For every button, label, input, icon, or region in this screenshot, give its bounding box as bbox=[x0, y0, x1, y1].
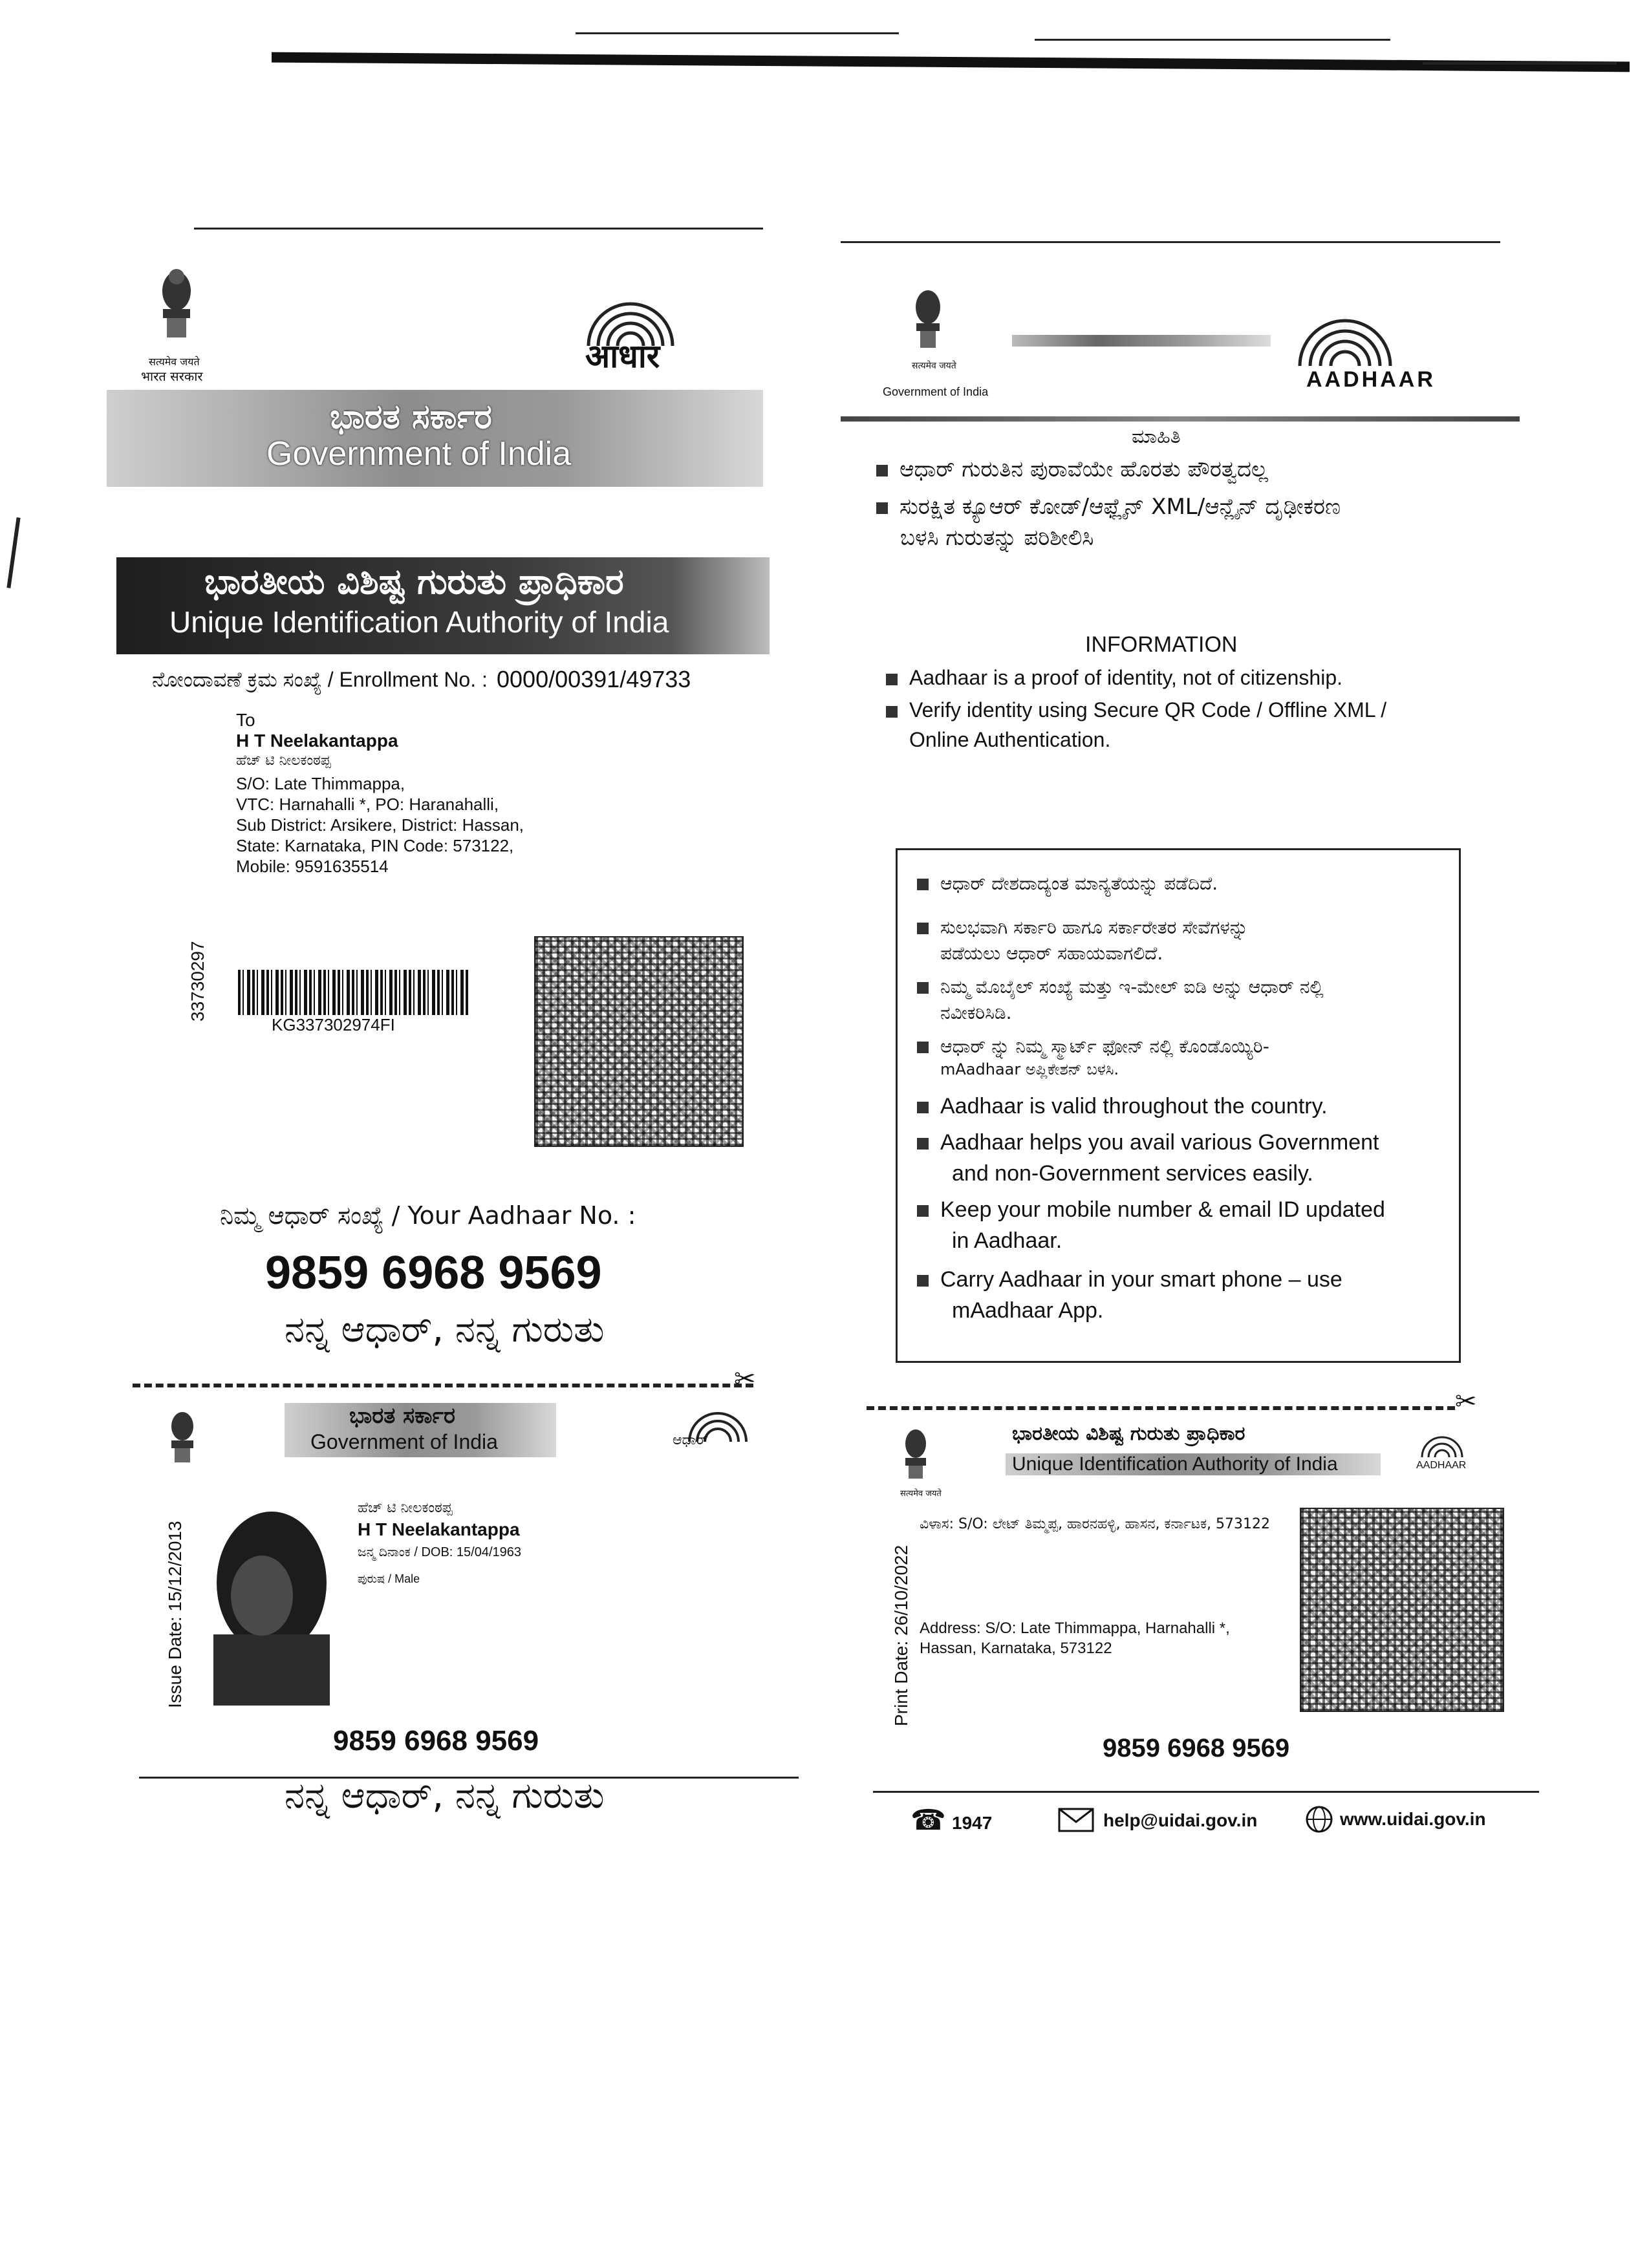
ashoka-emblem-icon bbox=[909, 284, 947, 356]
banner-kannada: ಭಾರತ ಸರ್ಕಾರ bbox=[330, 398, 492, 436]
info-aadhaar-logo: AADHAAR bbox=[1306, 367, 1436, 392]
back-qr-code bbox=[1300, 1508, 1504, 1712]
emblem-caption: भारत सरकार bbox=[141, 369, 203, 384]
your-aadhaar-label: ನಿಮ್ಮ ಆಧಾರ್ ಸಂಖ್ಯೆ / Your Aadhaar No. : bbox=[220, 1201, 636, 1230]
card-gender: ಪುರುಷ / Male bbox=[358, 1572, 420, 1585]
help-email: help@uidai.gov.in bbox=[1103, 1810, 1258, 1830]
aadhaar-number: 9859 6968 9569 bbox=[265, 1247, 602, 1299]
box-line: mAadhaar App. bbox=[952, 1298, 1104, 1323]
info-emblem-motto: सत्यमेव जयते bbox=[912, 361, 956, 371]
card-tagline: ನನ್ನ ಆಧಾರ್, ನನ್ನ ಗುರುತು bbox=[285, 1775, 605, 1817]
bullet-icon bbox=[917, 1205, 929, 1217]
ashoka-emblem-icon bbox=[899, 1426, 932, 1484]
print-date: Print Date: 26/10/2022 bbox=[891, 1545, 911, 1726]
info-english-item-cont: Online Authentication. bbox=[909, 728, 1111, 751]
barcode bbox=[238, 970, 468, 1015]
back-logo-label: AADHAAR bbox=[1416, 1460, 1467, 1471]
box-line: ಪಡೆಯಲು ಆಧಾರ್ ಸಹಾಯವಾಗಲಿದೆ. bbox=[940, 943, 1163, 964]
address-line: Sub District: Arsikere, District: Hassan, bbox=[236, 815, 524, 835]
info-english-item: Aadhaar is a proof of identity, not of citizenship. bbox=[886, 666, 1342, 690]
back-address-line2: Hassan, Karnataka, 573122 bbox=[920, 1640, 1112, 1657]
info-english-heading: INFORMATION bbox=[1085, 632, 1238, 657]
ashoka-emblem-icon bbox=[154, 265, 199, 349]
holder-photo bbox=[194, 1499, 343, 1706]
uidai-english: Unique Identification Authority of India bbox=[169, 605, 669, 639]
box-line: ಸುಲಭವಾಗಿ ಸರ್ಕಾರಿ ಹಾಗೂ ಸರ್ಕಾರೇತರ ಸೇವೆಗಳನ್ನು bbox=[917, 917, 1248, 939]
card-name: H T Neelakantappa bbox=[358, 1519, 520, 1539]
scan-line bbox=[1423, 62, 1617, 65]
bullet-icon bbox=[917, 879, 929, 890]
box-line: ನವೀಕರಿಸಿಡಿ. bbox=[940, 1002, 1012, 1023]
website: www.uidai.gov.in bbox=[1340, 1809, 1486, 1829]
aadhaar-logo-text: आधार bbox=[585, 337, 660, 375]
scissors-icon: ✂ bbox=[1455, 1387, 1477, 1417]
card-aadhaar-number: 9859 6968 9569 bbox=[333, 1725, 539, 1757]
recipient-to: To bbox=[236, 710, 255, 730]
scan-mark bbox=[6, 517, 20, 588]
box-line: mAadhaar ಅಪ್ಲಿಕೇಶನ್ ಬಳಸಿ. bbox=[940, 1060, 1119, 1078]
card-name-kannada: ಹೆಚ್ ಟಿ ನೀಲಕಂಠಪ್ಪ bbox=[358, 1500, 453, 1516]
box-line: ನಿಮ್ಮ ಮೊಬೈಲ್ ಸಂಖ್ಯೆ ಮತ್ತು ಇ-ಮೇಲ್ ಐಡಿ ಅನ್ನು ಆಧಾರ್ ನಲ್ಲಿ bbox=[917, 976, 1324, 998]
back-uidai-english: Unique Identification Authority of India bbox=[1012, 1453, 1338, 1475]
address-line: VTC: Harnahalli *, PO: Haranahalli, bbox=[236, 795, 499, 814]
info-kannada-heading: ಮಾಹಿತಿ bbox=[1132, 425, 1181, 448]
box-line: Aadhaar helps you avail various Government bbox=[917, 1130, 1379, 1155]
helpline-number: 1947 bbox=[952, 1813, 993, 1833]
side-number: 33730297 bbox=[188, 941, 208, 1022]
info-kannada-item-cont: ಬಳಸಿ ಗುರುತನ್ನು ಪರಿಶೀಲಿಸಿ bbox=[900, 525, 1094, 551]
box-line: in Aadhaar. bbox=[952, 1228, 1062, 1253]
back-card-rule bbox=[873, 1791, 1539, 1793]
bullet-icon bbox=[917, 1275, 929, 1287]
qr-code bbox=[534, 936, 744, 1147]
scan-line bbox=[576, 32, 899, 34]
card-gov-english: Government of India bbox=[310, 1430, 498, 1453]
info-gov-label: Government of India bbox=[883, 385, 989, 398]
address-line: S/O: Late Thimmappa, bbox=[236, 774, 405, 793]
back-aadhaar-number: 9859 6968 9569 bbox=[1103, 1734, 1290, 1762]
aadhaar-fingerprint-logo-icon bbox=[1419, 1429, 1465, 1459]
recipient-name: H T Neelakantappa bbox=[236, 731, 398, 751]
address-line: Mobile: 9591635514 bbox=[236, 857, 389, 876]
box-line: Aadhaar is valid throughout the country. bbox=[917, 1094, 1328, 1119]
recipient-address bbox=[236, 773, 524, 877]
enrollment-number: 0000/00391/49733 bbox=[497, 666, 691, 692]
scan-line bbox=[1035, 39, 1390, 41]
tagline: ನನ್ನ ಆಧಾರ್, ನನ್ನ ಗುರುತು bbox=[285, 1309, 605, 1351]
uidai-kannada: ಭಾರತೀಯ ವಿಶಿಷ್ಟ ಗುರುತು ಪ್ರಾಧಿಕಾರ bbox=[204, 561, 624, 602]
email-icon bbox=[1058, 1808, 1094, 1835]
address-line: State: Karnataka, PIN Code: 573122, bbox=[236, 836, 514, 855]
box-line: ಆಧಾರ್ ನ್ನು ನಿಮ್ಮ ಸ್ಮಾರ್ಟ್ ಫೋನ್ ನಲ್ಲಿ ಕೊಂಡೊಯ್ಯಿರಿ- bbox=[917, 1036, 1269, 1058]
box-line: ಆಧಾರ್ ದೇಶದಾದ್ಯಂತ ಮಾನ್ಯತೆಯನ್ನು ಪಡೆದಿದೆ. bbox=[917, 873, 1218, 895]
info-top-rule bbox=[841, 241, 1500, 243]
card-gov-kannada: ಭಾರತ ಸರ್ಕಾರ bbox=[349, 1403, 456, 1429]
bullet-icon bbox=[917, 923, 929, 934]
issue-date: Issue Date: 15/12/2013 bbox=[165, 1521, 185, 1708]
enrollment-label: ನೋಂದಾವಣೆ ಕ್ರಮ ಸಂಖ್ಯೆ / Enrollment No. : bbox=[152, 668, 488, 691]
info-kannada-item: ಸುರಕ್ಷಿತ ಕ್ಯೂಆರ್ ಕೋಡ್/ಆಫ್ಲೈನ್ XML/ಆನ್ಲೈನ್ ದೃಢೀಕರಣ bbox=[876, 494, 1341, 520]
emblem-motto: सत्यमेव जयते bbox=[149, 356, 200, 368]
info-english-item: Verify identity using Secure QR Code / Offline XML / bbox=[886, 698, 1386, 722]
barcode-text: KG337302974FI bbox=[272, 1015, 395, 1034]
back-uidai-kannada: ಭಾರತೀಯ ವಿಶಿಷ್ಟ ಗುರುತು ಪ್ರಾಧಿಕಾರ bbox=[1012, 1422, 1245, 1445]
recipient-name-kannada: ಹೆಚ್ ಟಿ ನೀಲಕಂಠಪ್ಪ bbox=[236, 753, 331, 769]
box-line: Carry Aadhaar in your smart phone – use bbox=[917, 1267, 1342, 1292]
cut-line-right bbox=[867, 1406, 1455, 1410]
blurred-strip bbox=[1012, 335, 1271, 347]
aadhaar-fingerprint-logo-icon bbox=[1293, 304, 1397, 369]
phone-icon: ☎ bbox=[911, 1804, 946, 1837]
back-emblem-motto: सत्यमेव जयते bbox=[900, 1489, 942, 1499]
globe-icon bbox=[1305, 1805, 1333, 1836]
bullet-icon bbox=[917, 1042, 929, 1053]
bullet-icon bbox=[917, 1102, 929, 1113]
letter-top-rule bbox=[194, 228, 763, 230]
card-dob: ಜನ್ಮ ದಿನಾಂಕ / DOB: 15/04/1963 bbox=[358, 1545, 522, 1559]
info-kannada-item: ಆಧಾರ್ ಗುರುತಿನ ಪುರಾವೆಯೇ ಹೊರತು ಪೌರತ್ವದಲ್ಲ bbox=[876, 456, 1268, 482]
ashoka-emblem-icon bbox=[165, 1408, 200, 1466]
scissors-icon: ✂ bbox=[734, 1364, 756, 1394]
banner-english: Government of India bbox=[266, 435, 572, 473]
bullet-icon bbox=[917, 1138, 929, 1150]
cut-line-left bbox=[133, 1384, 753, 1387]
card-logo-label: ಆಧಾರ್ bbox=[673, 1432, 709, 1448]
box-line: and non-Government services easily. bbox=[952, 1161, 1313, 1186]
bullet-icon bbox=[886, 706, 898, 718]
bullet-icon bbox=[886, 674, 898, 685]
back-address-line1: Address: S/O: Late Thimmappa, Harnahalli *, bbox=[920, 1620, 1230, 1637]
bullet-icon bbox=[876, 465, 888, 476]
bullet-icon bbox=[876, 502, 888, 514]
back-address-kannada: ವಿಳಾಸ: S/O: ಲೇಟ್ ತಿಮ್ಮಪ್ಪ, ಹಾರನಹಳ್ಳಿ, ಹಾಸನ, ಕರ್ನಾಟಕ, 573122 bbox=[920, 1516, 1270, 1532]
bullet-icon bbox=[917, 982, 929, 994]
info-header-rule bbox=[841, 416, 1520, 422]
box-line: Keep your mobile number & email ID updated bbox=[917, 1197, 1385, 1223]
